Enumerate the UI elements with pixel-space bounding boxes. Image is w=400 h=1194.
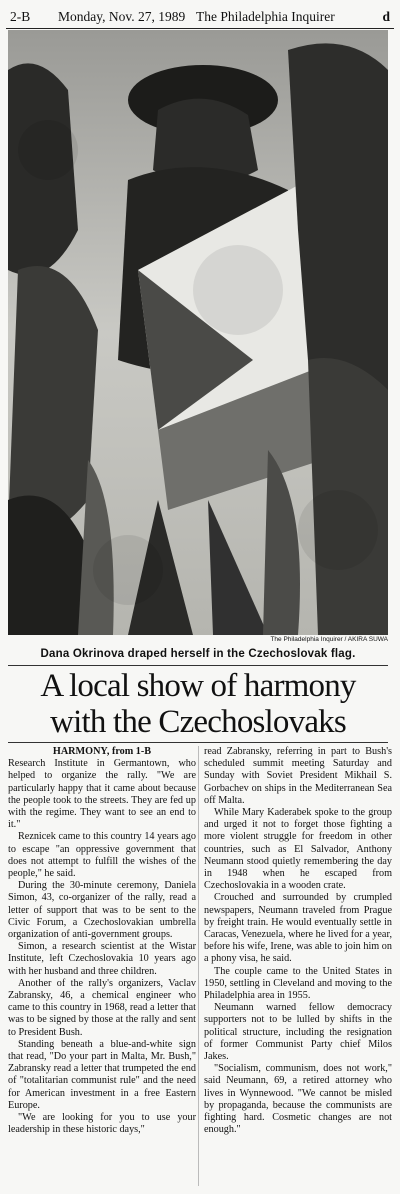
headline-divider bbox=[8, 742, 388, 743]
headline-line-1: A local show of harmony bbox=[40, 668, 356, 704]
edition-mark: d bbox=[382, 9, 390, 24]
paragraph: During the 30-minute ceremony, Daniela Simon, 43, co-organizer of the rally, read a letter of support that was to be sent to the Civic Forum, a Czechoslovakian umbrella organization of anti-government groups. bbox=[8, 880, 196, 941]
photo-credit: The Philadelphia Inquirer / AKIRA SUWA bbox=[270, 636, 388, 643]
paragraph: Another of the rally's organizers, Vaclav Zabransky, 46, a chemical engineer who came to this country in 1968, read a letter that was to be signed by those at the rally and sent to President Bush. bbox=[8, 977, 196, 1038]
paragraph: Simon, a research scientist at the Wistar Institute, left Czechoslovakia 10 years ago with her husband and three children. bbox=[8, 941, 196, 977]
column-gutter bbox=[198, 746, 199, 1186]
page-number: 2-B bbox=[10, 9, 31, 24]
paragraph: "Socialism, communism, does not work," said Neumann, 69, a retired attorney who lives in Wynnewood. "We cannot be misled by propaganda, because the communists are fighting hard. Cosmetic changes are not enough." bbox=[204, 1063, 392, 1136]
paragraph: Standing beneath a blue-and-white sign that read, "Do your part in Malta, Mr. Bush," Zabransky read a letter that trumpeted the end of "totalitarian communist rule" and the need for American investment in a free Eastern Europe. bbox=[8, 1038, 196, 1111]
article-column-1 bbox=[8, 746, 196, 1186]
photo-illustration bbox=[8, 30, 388, 635]
paragraph: While Mary Kaderabek spoke to the group and urged it not to forget those fighting a more violent struggle for freedom in other countries, such as El Salvador, Anthony Neumann stood quietly remembering the day in 1948 when he escaped from Czechoslovakia in a wooden crate. bbox=[204, 807, 392, 892]
paragraph: "We are looking for you to use your leadership in these historic days," bbox=[8, 1112, 196, 1136]
article-headline bbox=[8, 668, 388, 740]
caption-divider bbox=[8, 665, 388, 666]
newspaper-name: The Philadelphia Inquirer bbox=[196, 9, 335, 24]
paragraph: Reznicek came to this country 14 years ago to escape "an oppressive government that does not attempt to fulfill the wishes of the people," he said. bbox=[8, 831, 196, 880]
paragraph: Research Institute in Germantown, who helped to organize the rally. "We are particularly happy that it came about because the people took to the streets. They are fed up with the regime. They want to see an end to it." bbox=[8, 758, 196, 831]
article-column-2 bbox=[204, 746, 392, 1186]
issue-date: Monday, Nov. 27, 1989 bbox=[58, 9, 186, 24]
paragraph: Neumann warned fellow democracy supporters not to be lulled by shifts in the political structure, including the resignation of former Communist Party chief Milos Jakes. bbox=[204, 1002, 392, 1063]
paragraph: The couple came to the United States in 1950, settling in Cleveland and moving to the Philadelphia area in 1955. bbox=[204, 965, 392, 1002]
paragraph: Crouched and surrounded by crumpled newspapers, Neumann traveled from Prague by freight train. He would eventually settle in Caracas, Venezuela, where he lived for a year, before his wife, Irene, was able to join him on a phony visa, he said. bbox=[204, 892, 392, 965]
paragraph: read Zabransky, referring in part to Bush's scheduled summit meeting Saturday and Sunday with Soviet President Mikhail S. Gorbachev on ships in the Mediterranean Sea off Malta. bbox=[204, 746, 392, 806]
headline-line-2: with the Czechoslovaks bbox=[50, 704, 346, 740]
jump-line: HARMONY, from 1-B bbox=[52, 746, 152, 757]
page-header bbox=[6, 6, 394, 29]
photo-caption: Dana Okrinova draped herself in the Czechoslovak flag. bbox=[40, 648, 356, 660]
news-photo bbox=[8, 30, 388, 635]
